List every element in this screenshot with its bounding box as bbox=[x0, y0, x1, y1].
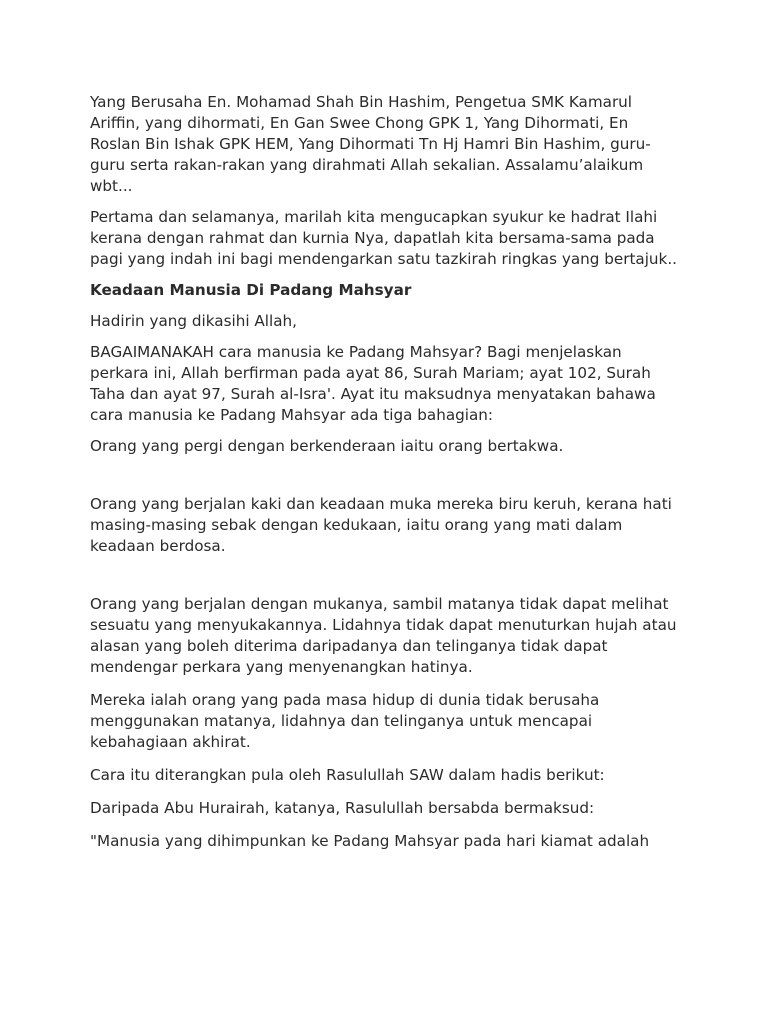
text-line: pagi yang indah ini bagi mendengarkan satu tazkirah ringkas yang bertajuk.. bbox=[90, 250, 678, 268]
text-line: Yang Berusaha En. Mohamad Shah Bin Hashim, Pengetua SMK Kamarul bbox=[90, 93, 633, 111]
text-line: Orang yang berjalan dengan mukanya, sambil matanya tidak dapat melihat bbox=[90, 595, 669, 613]
text-line: Cara itu diterangkan pula oleh Rasulullah SAW dalam hadis berikut: bbox=[90, 766, 605, 784]
paragraph-spacer bbox=[90, 557, 730, 594]
text-line: Mereka ialah orang yang pada masa hidup di dunia tidak berusaha bbox=[90, 691, 600, 709]
paragraph-spacer bbox=[90, 426, 730, 436]
text-line: sesuatu yang menyukakannya. Lidahnya tidak dapat menuturkan hujah atau bbox=[90, 616, 677, 634]
text-line: masing-masing sebak dengan kedukaan, iaitu orang yang mati dalam bbox=[90, 516, 623, 534]
text-line: Daripada Abu Hurairah, katanya, Rasulullah bersabda bermaksud: bbox=[90, 799, 595, 817]
paragraph-spacer bbox=[90, 753, 730, 765]
group1-paragraph bbox=[90, 436, 730, 457]
hadith-intro-paragraph bbox=[90, 765, 730, 786]
text-line: alasan yang boleh diterima daripadanya dan telinganya tidak dapat bbox=[90, 637, 608, 655]
intro-paragraph bbox=[90, 207, 730, 270]
paragraph-spacer bbox=[90, 270, 730, 280]
text-line: wbt... bbox=[90, 177, 133, 195]
explanation-paragraph bbox=[90, 690, 730, 753]
text-line: Roslan Bin Ishak GPK HEM, Yang Dihormati Tn Hj Hamri Bin Hashim, guru- bbox=[90, 135, 651, 153]
address-paragraph bbox=[90, 311, 730, 332]
hadith-quote-paragraph bbox=[90, 831, 730, 852]
question-paragraph bbox=[90, 342, 730, 426]
text-line: kebahagiaan akhirat. bbox=[90, 733, 251, 751]
text-line: Ariffin, yang dihormati, En Gan Swee Chong GPK 1, Yang Dihormati, En bbox=[90, 114, 629, 132]
text-line: Orang yang berjalan kaki dan keadaan muka mereka biru keruh, kerana hati bbox=[90, 495, 672, 513]
paragraph-spacer bbox=[90, 197, 730, 207]
text-line: cara manusia ke Padang Mahsyar ada tiga bahagian: bbox=[90, 406, 494, 424]
text-line: perkara ini, Allah berfirman pada ayat 86, Surah Mariam; ayat 102, Surah bbox=[90, 364, 651, 382]
paragraph-spacer bbox=[90, 332, 730, 342]
text-line: Taha dan ayat 97, Surah al-Isra'. Ayat itu maksudnya menyatakan bahawa bbox=[90, 385, 656, 403]
text-line: Orang yang pergi dengan berkenderaan iaitu orang bertakwa. bbox=[90, 437, 564, 455]
group2-paragraph bbox=[90, 494, 730, 557]
text-line: keadaan berdosa. bbox=[90, 537, 226, 555]
paragraph-spacer bbox=[90, 786, 730, 798]
text-line: mendengar perkara yang menyenangkan hatinya. bbox=[90, 658, 473, 676]
narration-paragraph bbox=[90, 798, 730, 819]
group3-paragraph bbox=[90, 594, 730, 678]
document-title: Keadaan Manusia Di Padang Mahsyar bbox=[90, 281, 412, 299]
document-page bbox=[90, 92, 730, 852]
text-line: kerana dengan rahmat dan kurnia Nya, dapatlah kita bersama-sama pada bbox=[90, 229, 655, 247]
paragraph-spacer bbox=[90, 678, 730, 690]
paragraph-spacer bbox=[90, 301, 730, 311]
paragraph-spacer bbox=[90, 457, 730, 494]
text-line: "Manusia yang dihimpunkan ke Padang Mahsyar pada hari kiamat adalah bbox=[90, 832, 650, 850]
text-line: guru serta rakan-rakan yang dirahmati Allah sekalian. Assalamu’alaikum bbox=[90, 156, 644, 174]
text-line: BAGAIMANAKAH cara manusia ke Padang Mahsyar? Bagi menjelaskan bbox=[90, 343, 622, 361]
text-line: menggunakan matanya, lidahnya dan telinganya untuk mencapai bbox=[90, 712, 593, 730]
text-line: Pertama dan selamanya, marilah kita mengucapkan syukur ke hadrat Ilahi bbox=[90, 208, 658, 226]
greeting-paragraph bbox=[90, 92, 730, 197]
text-line: Hadirin yang dikasihi Allah, bbox=[90, 312, 297, 330]
paragraph-spacer bbox=[90, 819, 730, 831]
